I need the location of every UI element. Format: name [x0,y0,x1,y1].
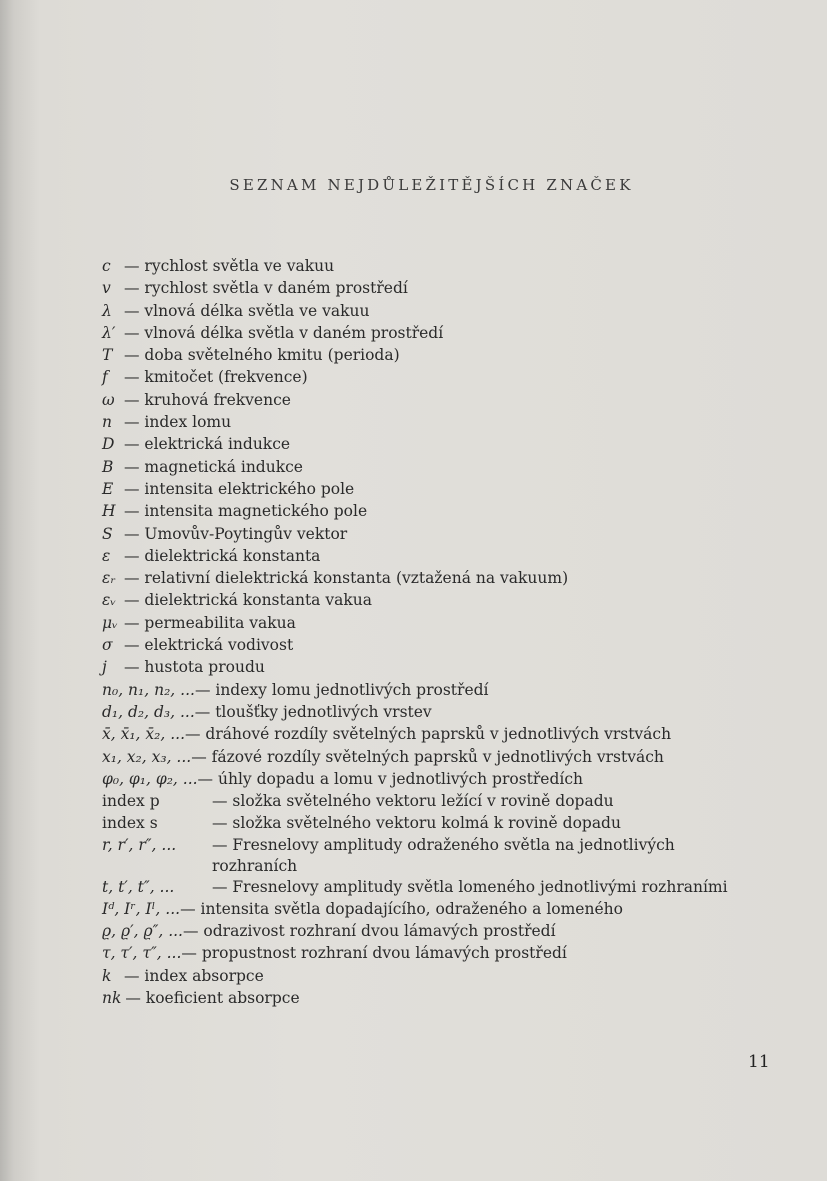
description: — permeabilita vakua [124,613,296,632]
symbol: index s [102,814,158,833]
description: — rychlost světla v daném prostředí [124,279,408,298]
symbol: ω [102,390,115,409]
list-item [102,255,792,277]
symbol: S [102,524,113,543]
list-item [102,500,792,522]
description: — doba světelného kmitu (perioda) [124,346,400,365]
description: — odrazivost rozhraní dvou lámavých prostředí [183,922,556,941]
description: — vlnová délka světla v daném prostředí [124,323,444,342]
list-item [102,835,792,877]
symbol: n₀, n₁, n₂, ... [102,680,195,699]
symbol: j [102,658,107,677]
list-item [102,701,792,723]
list-item [102,545,792,567]
symbol: T [102,346,113,365]
list-item [102,679,792,701]
description: — intensita magnetického pole [124,502,368,521]
symbol: c [102,257,111,275]
description: — dráhové rozdíly světelných paprsků v jednotlivých vrstvách [185,725,672,744]
description: — dielektrická konstanta [124,546,321,565]
list-item [102,656,792,678]
page-title: SEZNAM NEJDŮLEŽITĚJŠÍCH ZNAČEK [229,176,634,194]
description: — intensita světla dopadajícího, odraženého a lomeného [180,899,623,918]
list-item [102,456,792,478]
page-number: 11 [748,1052,770,1072]
description: — index absorpce [124,966,264,985]
symbol: φ₀, φ₁, φ₂, ... [102,769,198,788]
list-item [102,277,792,299]
description: — složka světelného vektoru kolmá k rovině dopadu [212,814,621,833]
symbol: x̄, x̄₁, x̄₂, ... [102,725,185,744]
list-item [102,723,792,745]
symbol: B [102,457,114,476]
description: — index lomu [124,413,232,432]
list-item [102,987,792,1009]
description: — fázové rozdíly světelných paprsků v jednotlivých vrstvách [191,747,664,766]
symbol: λ [102,301,112,320]
list-item [102,411,792,433]
description: — Fresnelovy amplitudy odraženého světla na jednotlivých rozhraních [212,835,675,875]
list-item [102,366,792,388]
symbol: nk [102,988,122,1007]
description: — úhly dopadu a lomu v jednotlivých prostředích [197,769,584,788]
description: — vlnová délka světla ve vakuu [124,301,370,320]
description: — indexy lomu jednotlivých prostředí [194,680,489,699]
list-item [102,790,792,812]
description: — hustota proudu [124,658,265,677]
list-item [102,389,792,411]
list-item [102,634,792,656]
description: — složka světelného vektoru ležící v rovině dopadu [212,792,614,811]
list-item [102,965,792,987]
list-item [102,746,792,768]
list-item [102,877,792,898]
list-item [102,322,792,344]
list-item [102,433,792,455]
symbol: x₁, x₂, x₃, ... [102,747,192,766]
description: — elektrická indukce [124,435,291,454]
symbol: σ [102,636,113,655]
symbol: ε [102,546,111,565]
symbol: D [102,435,115,454]
description: — Fresnelovy amplitudy světla lomeného jednotlivými rozhraními [212,877,728,896]
description: — koeficient absorpce [125,988,300,1007]
symbol: ϱ, ϱ′, ϱ″, ... [102,922,183,941]
symbol: εᵥ [102,591,117,610]
list-item [102,523,792,545]
symbol: Iᵈ, Iʳ, Iˡ, ... [102,899,181,918]
list-item [102,920,792,942]
description: — kruhová frekvence [124,390,291,409]
symbol: n [102,413,112,432]
symbol-list [102,255,792,1009]
list-item [102,300,792,322]
list-item [102,567,792,589]
symbol: E [102,479,114,498]
symbol: d₁, d₂, d₃, ... [102,702,195,721]
description: — relativní dielektrická konstanta (vztažená na vakuum) [124,569,569,588]
description: — magnetická indukce [124,457,303,476]
list-item [102,344,792,366]
description: — Umovův-Poytingův vektor [124,524,348,543]
list-item [102,478,792,500]
description: — elektrická vodivost [124,636,294,655]
symbol: μᵥ [102,613,118,632]
symbol: τ, τ′, τ″, ... [102,944,182,963]
symbol: index p [102,792,160,811]
description: — propustnost rozhraní dvou lámavých prostředí [181,944,567,963]
symbol: k [102,966,112,985]
symbol: t, t′, t″, ... [102,877,175,896]
symbol: f [102,368,108,387]
symbol: εᵣ [102,569,116,588]
list-item [102,589,792,611]
description: — intensita elektrického pole [124,479,355,498]
list-item [102,612,792,634]
list-item [102,942,792,964]
symbol: λ′ [102,323,116,342]
description: — kmitočet (frekvence) [124,368,308,387]
description: — rychlost světla ve vakuu [124,257,335,275]
symbol: H [102,502,116,521]
list-item [102,812,792,834]
description: — tloušťky jednotlivých vrstev [194,702,432,721]
symbol: v [102,279,111,298]
list-item [102,768,792,790]
list-item [102,898,792,920]
symbol: r, r′, r″, ... [102,835,177,854]
description: — dielektrická konstanta vakua [124,591,372,610]
